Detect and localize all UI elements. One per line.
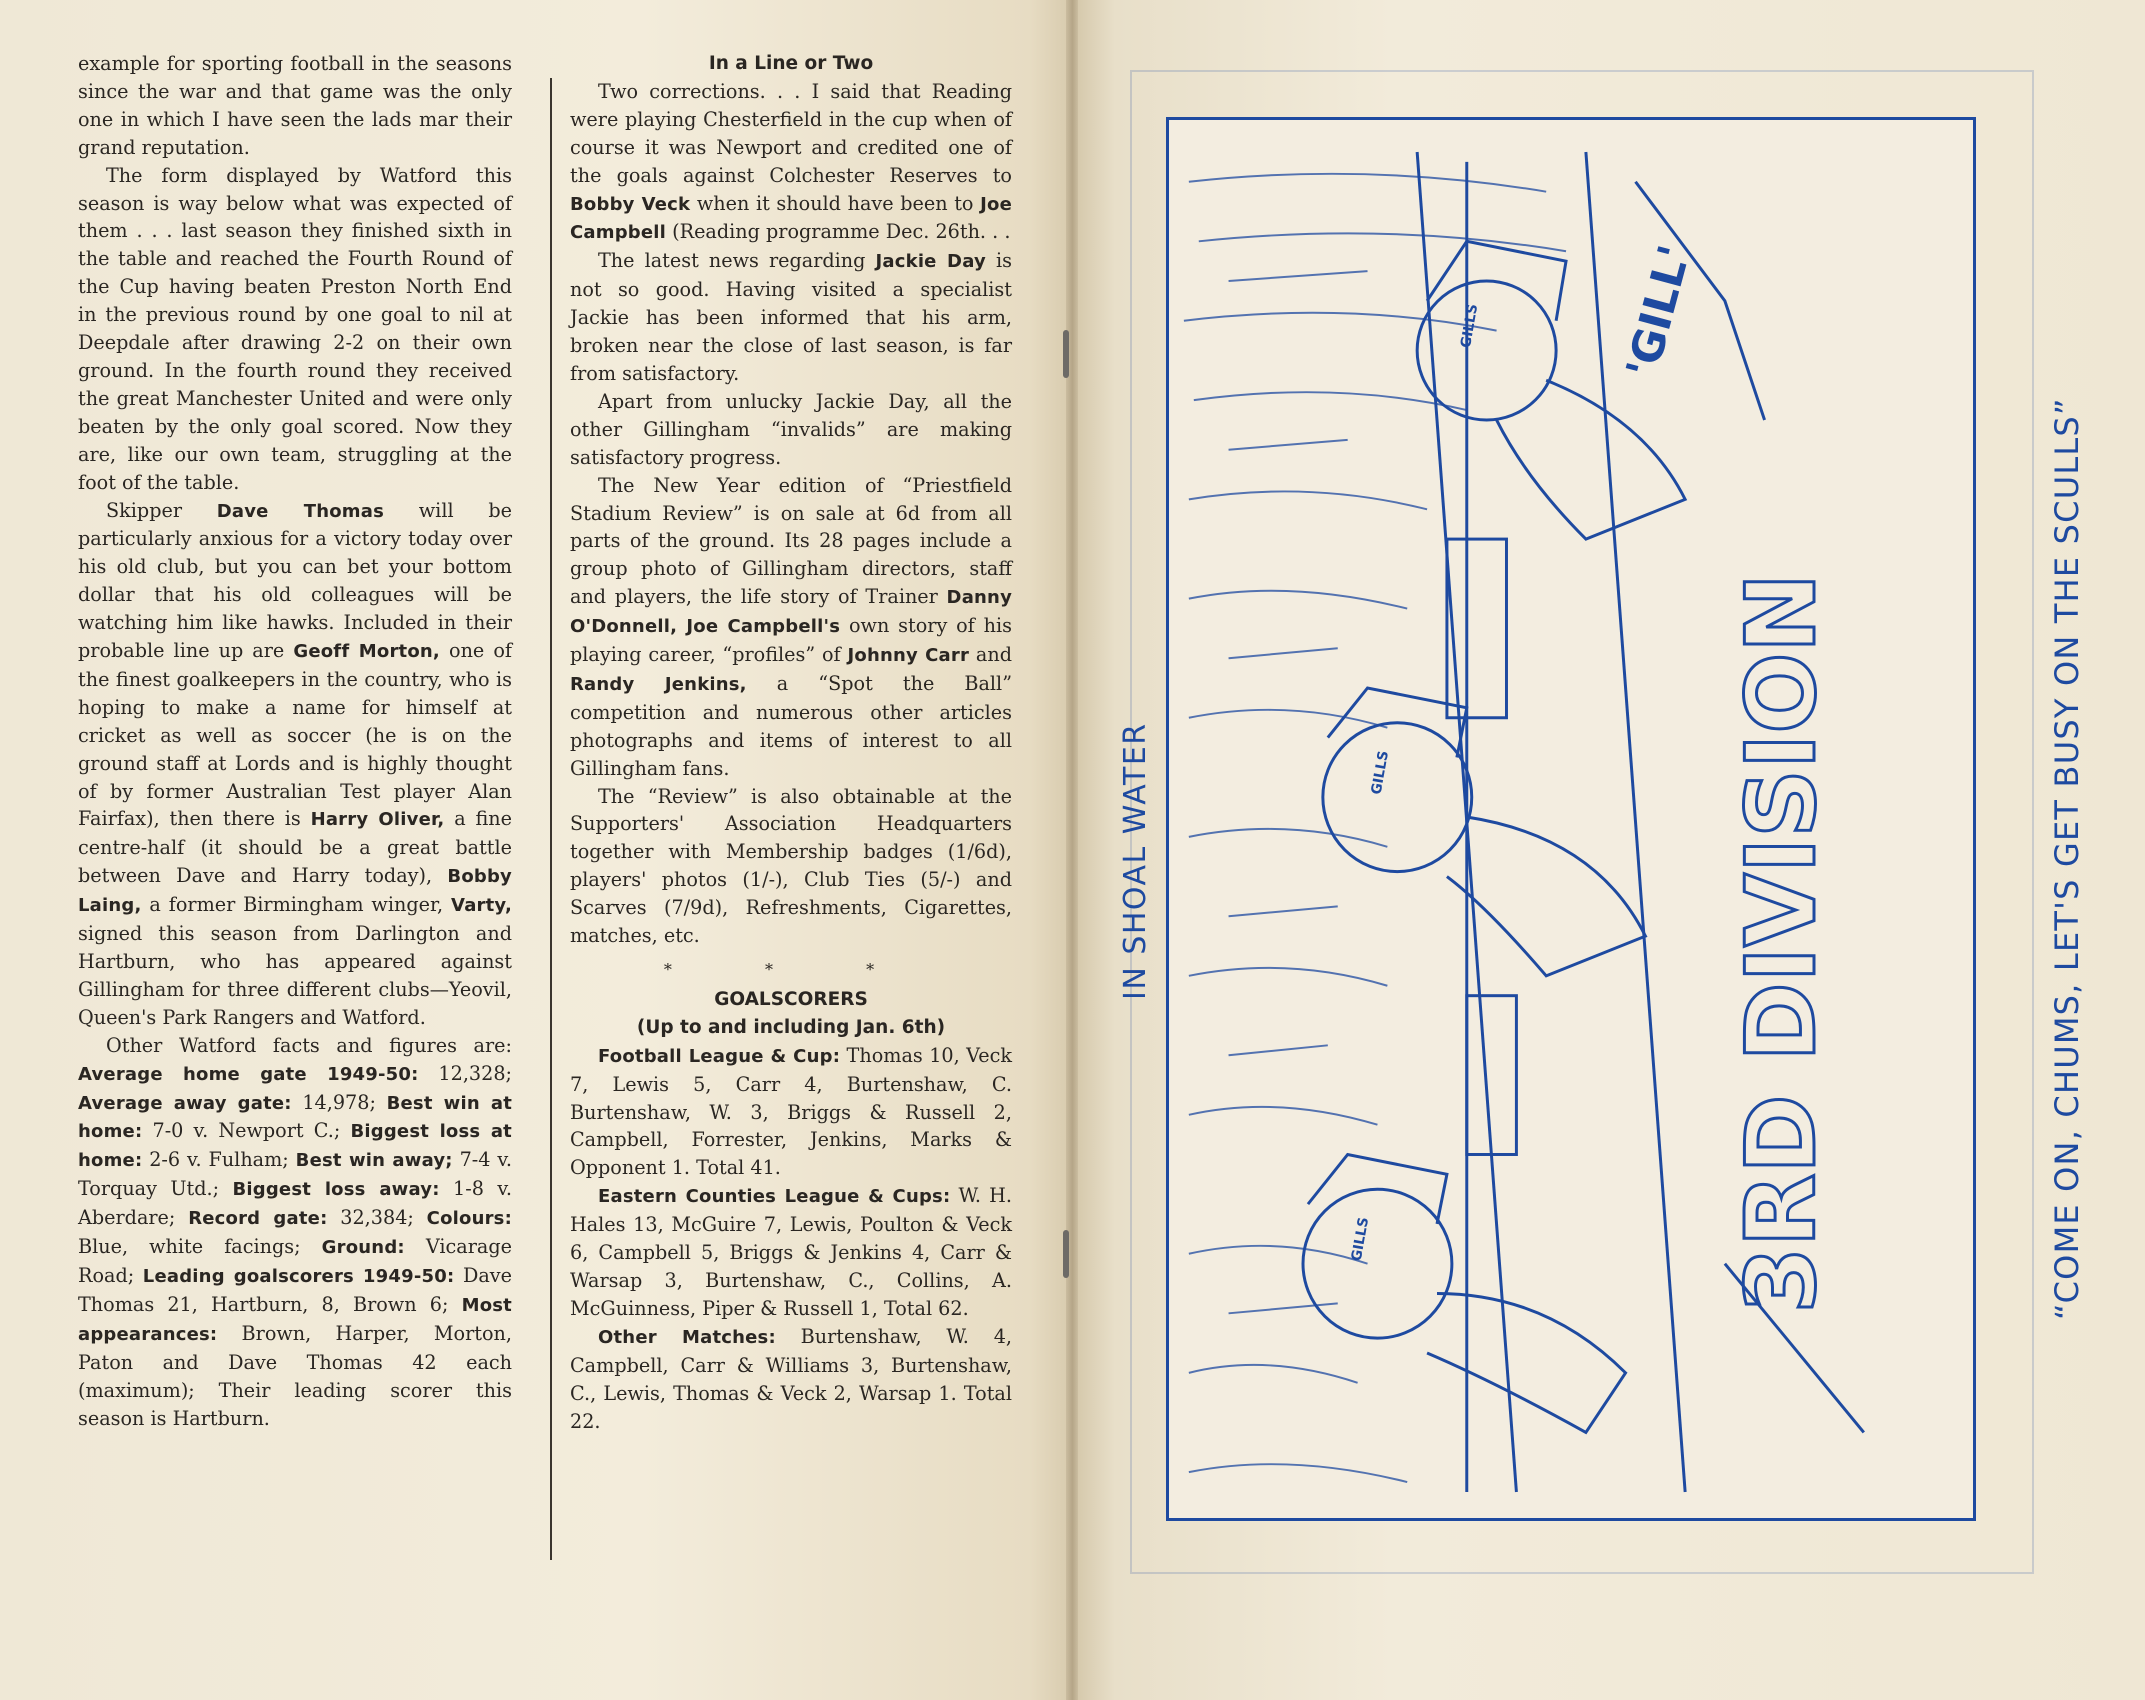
article-column-2: [570, 50, 1012, 1435]
player-name: Randy Jenkins,: [570, 673, 747, 695]
text: will be particularly anxious for a victory today over his old club, but you can bet your bottom dollar that his old colleagues will be watching him like hawks. Included in their probable line up are: [78, 498, 512, 663]
fact-value: Blue, white facings;: [78, 1235, 322, 1259]
boat-outline: [1417, 152, 1764, 1492]
goalscorers-other: [570, 1323, 1012, 1436]
player-name: Harry Oliver,: [310, 809, 445, 831]
text: and: [969, 643, 1012, 667]
fact-value: Vicarage Road;: [78, 1235, 512, 1287]
competition-label: Football League & Cup:: [598, 1045, 841, 1067]
scorers-list: Burtenshaw, W. 4, Campbell, Carr & Williams 3, Burtenshaw, C., Lewis, Thomas & Veck 2, Warsap 1. Total 22.: [570, 1324, 1013, 1433]
cartoon-caption: “COME ON, CHUMS, LET'S GET BUSY ON THE SCULLS”: [2048, 397, 2086, 1320]
text: a “Spot the Ball” competition and numerous other articles photographs and items of interest to all Gillingham fans.: [570, 671, 1012, 780]
goalscorers-eastern-counties: [570, 1182, 1012, 1323]
fact-value: 7-0 v. Newport C.;: [142, 1119, 351, 1143]
paragraph: Apart from unlucky Jackie Day, all the other Gillingham “invalids” are making satisfactory progress.: [570, 389, 1012, 469]
staple-top: [1063, 330, 1069, 378]
text: when it should have been to: [690, 191, 981, 215]
fact-value: 1-8 v. Aberdare;: [78, 1177, 512, 1230]
text: Skipper: [106, 498, 217, 522]
text: is not so good. Having visited a specialist Jackie has been informed that his arm, broken near the close of last season, is far from satisfactory.: [570, 249, 1012, 385]
player-name: Varty,: [451, 895, 512, 917]
player-name: Johnny Carr: [847, 645, 970, 667]
text: Two corrections. . . I said that Reading were playing Chesterfield in the cup when of course it was Newport and credited one of the goals against Colchester Reserves to: [570, 79, 1012, 187]
paragraph: example for sporting football in the seasons since the war and that game was the only one in which I have seen the lads mar their grand reputation.: [78, 52, 512, 159]
cartoon-title: IN SHOAL WATER: [1118, 722, 1153, 1000]
fact-label: Average home gate 1949-50:: [78, 1063, 419, 1085]
paragraph: [570, 247, 1012, 388]
fact-label: Colours:: [426, 1208, 512, 1230]
article-column-1: [78, 50, 512, 1432]
player-name: Danny O'Donnell, Joe Campbell's: [570, 587, 1012, 638]
text: a fine centre-half (it should be a great battle between Dave and Harry today),: [78, 807, 512, 888]
fact-value: 32,384;: [327, 1206, 427, 1230]
text: (Reading programme Dec. 26th. . .: [666, 220, 1011, 244]
player-name: Geoff Morton,: [293, 641, 440, 663]
text: one of the finest goalkeepers in the country, who is hoping to make a name for himself at cricket as well as soccer (he is on the ground staff at Lords and is highly thought of by former Australian Test player Alan Fairfax), then there is: [78, 639, 513, 831]
facts-intro: Other Watford facts and figures are:: [106, 1033, 512, 1057]
section-separator: * * *: [663, 960, 919, 979]
fact-label: Best win away;: [295, 1150, 453, 1172]
paragraph: [78, 497, 512, 1032]
goalscorers-title: GOALSCORERS: [714, 988, 868, 1010]
fact-value: 2-6 v. Fulham;: [142, 1148, 296, 1172]
staple-bottom: [1063, 1230, 1069, 1278]
water-hatching: [1184, 174, 1566, 1482]
fact-value: Dave Thomas 21, Hartburn, 8, Brown 6;: [78, 1263, 512, 1316]
player-name: Jackie Day: [875, 251, 986, 273]
facts-paragraph: [78, 1032, 512, 1433]
fact-value: 14,978;: [291, 1090, 387, 1114]
fact-value: 7-4 v. Torquay Utd.;: [78, 1148, 512, 1201]
competition-label: Eastern Counties League & Cups:: [598, 1186, 951, 1208]
player-name: Bobby Veck: [570, 193, 691, 215]
cap-text: GILLS: [1368, 749, 1393, 796]
paragraph: [570, 472, 1012, 783]
section-heading: In a Line or Two: [708, 53, 874, 74]
fact-label: Biggest loss at home:: [78, 1121, 512, 1172]
rowing-cartoon-drawing: [1169, 120, 1973, 1518]
player-name: Bobby Laing,: [78, 866, 512, 917]
column-divider: [550, 78, 552, 1560]
player-name: Joe Campbell: [570, 193, 1012, 244]
goalscorers-league: [570, 1042, 1012, 1183]
fact-label: Best win at home:: [78, 1092, 512, 1143]
text: own story of his playing career, “profiles” of: [570, 614, 1012, 667]
cap-text: GILLS: [1457, 302, 1482, 350]
fact-value: Brown, Harper, Morton, Paton and Dave Thomas 42 each (maximum); Their leading scorer this season is Hartburn.: [78, 1321, 512, 1430]
cartoon-banner-text: 3RD DIVISION: [1727, 572, 1838, 1314]
goalscorers-subtitle: (Up to and including Jan. 6th): [636, 1016, 946, 1038]
scorers-list: Thomas 10, Veck 7, Lewis 5, Carr 4, Burtenshaw, C. Burtenshaw, W. 3, Briggs & Russell 2, Campbell, Forrester, Jenkins, Marks & Opponent 1. Total 41.: [570, 1043, 1012, 1180]
fact-value: 12,328;: [418, 1061, 513, 1085]
fact-label: Most appearances:: [78, 1294, 512, 1345]
fact-label: Biggest loss away:: [232, 1179, 440, 1201]
scorers-list: W. H. Hales 13, McGuire 7, Lewis, Poulton & Veck 6, Campbell 5, Briggs & Jenkins 4, Carr & Warsap 3, Burtenshaw, C., Collins, A. McGuinness, Piper & Russell 1, Total 62.: [570, 1184, 1012, 1320]
fact-label: Record gate:: [188, 1208, 328, 1230]
paragraph: The “Review” is also obtainable at the Supporters' Association Headquarters together with Membership badges (1/6d), players' photos (1/-), Club Ties (5/-) and Scarves (7/9d), Refreshments, Cigarettes, matches, etc.: [570, 784, 1012, 948]
fact-label: Average away gate:: [78, 1092, 292, 1114]
paragraph: The form displayed by Watford this season is way below what was expected of them . . . last season they finished sixth in the table and reached the Fourth Round of the Cup having beaten Preston North End in the previous round by one goal to nil at Deepdale after drawing 2-2 on their own ground. In the fourth round they received the great Manchester United and were only beaten by the only goal scored. Now they are, like our own team, struggling at the foot of the table.: [78, 163, 512, 494]
paragraph: [570, 78, 1012, 247]
text: signed this season from Darlington and Hartburn, who has appeared against Gillingham for three different clubs—Yeovil, Queen's Park Rangers and Watford.: [78, 922, 512, 1029]
text: The latest news regarding: [598, 249, 876, 273]
cap-text: GILLS: [1348, 1216, 1373, 1263]
cartoon-illustration: [1166, 117, 1976, 1521]
player-name: Dave Thomas: [216, 500, 384, 522]
competition-label: Other Matches:: [598, 1326, 776, 1348]
text: a former Birmingham winger,: [141, 893, 452, 917]
fact-label: Leading goalscorers 1949-50:: [142, 1265, 455, 1287]
boat-name-text: 'GILL': [1616, 240, 1701, 384]
text: The New Year edition of “Priestfield Stadium Review” is on sale at 6d from all parts of the ground. Its 28 pages include a group photo of Gillingham directors, staff and players, the life story of Trainer: [570, 473, 1012, 609]
fact-label: Ground:: [321, 1237, 405, 1259]
centre-fold: [1066, 0, 1078, 1700]
